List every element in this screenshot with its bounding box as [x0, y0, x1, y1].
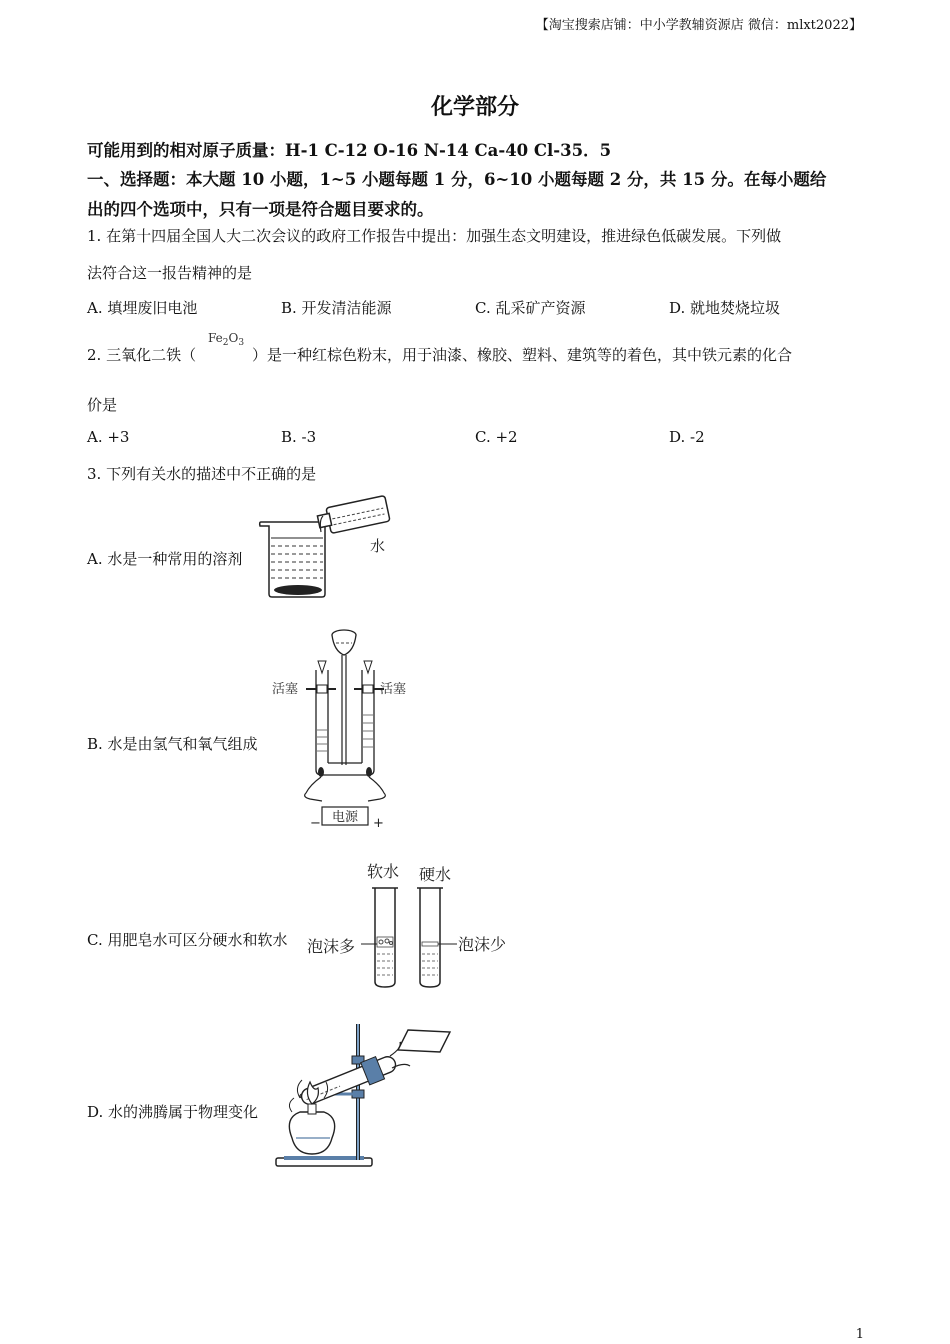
fig-b-plus: + — [373, 816, 384, 831]
figure-d-boiling — [270, 1018, 460, 1176]
fig-b-minus: − — [310, 816, 321, 831]
fig-c-hard-label: 硬水 — [419, 865, 452, 884]
section-heading-line1: 一、选择题：本大题 10 小题，1~5 小题每题 1 分，6~10 小题每题 2 分，共 15 分。在每小题给 — [87, 170, 827, 189]
formula-sub2: 3 — [238, 338, 245, 348]
q1-option-d: D. 就地焚烧垃圾 — [669, 299, 781, 317]
q3-option-d: D. 水的沸腾属于物理变化 — [87, 1103, 259, 1121]
fig-c-less-foam: 泡沫少 — [458, 935, 507, 954]
fig-a-water-label: 水 — [370, 537, 386, 555]
q3-option-c: C. 用肥皂水可区分硬水和软水 — [87, 931, 288, 949]
formula-o: O — [228, 331, 239, 345]
formula-fe: Fe — [208, 331, 223, 345]
header-note: 【淘宝搜索店铺：中小学教辅资源店 微信：mlxt2022】 — [535, 18, 862, 33]
q2-stem-prefix: 2. 三氧化二铁（ — [87, 346, 197, 364]
figure-b-electrolysis — [270, 625, 420, 835]
q2-option-c: C. +2 — [475, 428, 518, 446]
fig-b-stopcock-left: 活塞 — [272, 682, 299, 697]
q2-stem-line2: 价是 — [87, 396, 118, 414]
q2-option-d: D. -2 — [669, 428, 705, 446]
q2-stem-suffix: ）是一种红棕色粉末，用于油漆、橡胶、塑料、建筑等的着色，其中铁元素的化合 — [252, 346, 793, 364]
figure-c-soap-test — [305, 860, 515, 992]
fig-c-more-foam: 泡沫多 — [307, 937, 356, 956]
section-heading-line2: 出的四个选项中，只有一项是符合题目要求的。 — [87, 200, 434, 219]
figure-a-dissolving — [255, 490, 400, 602]
q3-option-b: B. 水是由氢气和氧气组成 — [87, 735, 258, 753]
q2-option-a: A. +3 — [87, 428, 130, 446]
fig-b-stopcock-right: 活塞 — [380, 682, 407, 697]
q1-stem-line2: 法符合这一报告精神的是 — [87, 264, 253, 282]
q1-option-b: B. 开发清洁能源 — [281, 299, 392, 317]
q3-option-a: A. 水是一种常用的溶剂 — [87, 550, 243, 568]
atomic-masses: 可能用到的相对原子质量：H-1 C-12 O-16 N-14 Ca-40 Cl-35．5 — [87, 141, 612, 160]
q1-stem-line1: 1. 在第十四届全国人大二次会议的政府工作报告中提出：加强生态文明建设，推进绿色低碳发展。下列做 — [87, 227, 782, 245]
q2-option-b: B. -3 — [281, 428, 317, 446]
page-number: 1 — [855, 1327, 864, 1342]
q1-option-c: C. 乱采矿产资源 — [475, 299, 586, 317]
q2-formula — [208, 331, 244, 348]
fig-c-soft-label: 软水 — [367, 862, 400, 881]
formula-sub1: 2 — [222, 338, 229, 348]
page-title: 化学部分 — [430, 94, 519, 120]
q1-option-a: A. 填埋废旧电池 — [87, 299, 198, 317]
q3-stem: 3. 下列有关水的描述中不正确的是 — [87, 465, 317, 483]
fig-b-power-label: 电源 — [332, 810, 359, 825]
